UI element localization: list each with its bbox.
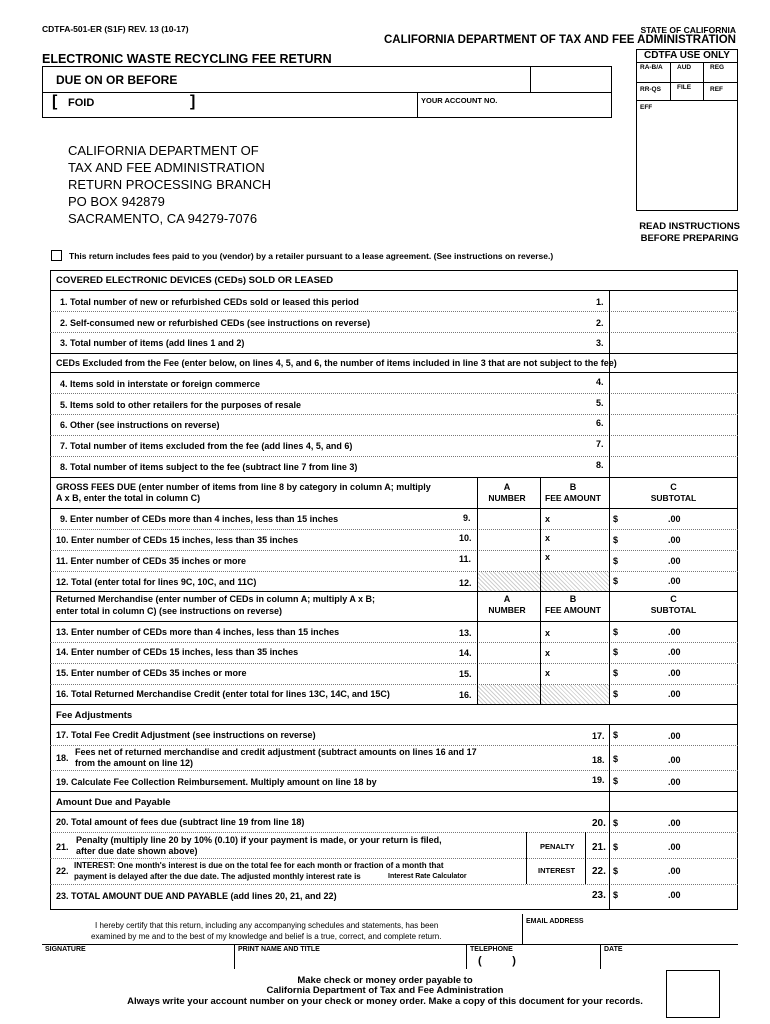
footer-stamp-box (666, 970, 720, 1018)
line-13-multiply: x (545, 628, 551, 638)
line-18-label-1: Fees net of returned merchandise and credit adjustment (subtract amounts on lines 16 and 17 (75, 747, 477, 757)
line-12-label: 12. Total (enter total for lines 9C, 10C, and 11C) (56, 577, 257, 587)
line-1-input[interactable] (610, 291, 738, 311)
line-14-label: 14. Enter number of CEDs 15 inches, less than 35 inches (56, 647, 299, 657)
line-23-dollar: $ (613, 890, 619, 900)
line-13-number: 13. (459, 628, 472, 638)
line-14a-input[interactable] (478, 643, 540, 663)
line-2-input[interactable] (610, 312, 738, 332)
line-13-label: 13. Enter number of CEDs more than 4 inches, less than 15 inches (56, 627, 340, 637)
address-line-5: SACRAMENTO, CA 94279-7076 (68, 211, 258, 226)
line-14c-amount[interactable]: .00 (668, 647, 681, 657)
read-instructions-line-1: READ INSTRUCTIONS (639, 221, 740, 232)
interest-label: INTEREST (538, 866, 576, 875)
line-19-label: 19. Calculate Fee Collection Reimbursement. Multiply amount on line 18 by (56, 777, 377, 787)
line-21-label-1: Penalty (multiply line 20 by 10% (0.10) if your payment is made, or your return is filed, (76, 835, 442, 845)
line-12-shaded (478, 572, 609, 591)
mailing-address (68, 142, 271, 227)
use-only-ref: REF (710, 86, 723, 93)
returned-column-a-subheader: NUMBER (488, 605, 526, 615)
state-label: STATE OF CALIFORNIA (640, 25, 736, 35)
column-a-subheader: NUMBER (488, 493, 526, 503)
section-returned-line-1: Returned Merchandise (enter number of CEDs in column A; multiply A x B; (56, 594, 376, 604)
line-6-label: 6. Other (see instructions on reverse) (60, 420, 220, 430)
line-5-input[interactable] (610, 394, 738, 414)
address-line-4: PO BOX 942879 (68, 194, 165, 209)
foid-bracket-open: [ (52, 93, 58, 110)
line-12-dollar: $ (613, 576, 619, 586)
line-7-input[interactable] (610, 436, 738, 456)
line-23-number: 23. (592, 890, 606, 901)
use-only-aud: AUD (677, 64, 692, 71)
address-line-3: RETURN PROCESSING BRANCH (68, 177, 271, 192)
email-input[interactable] (523, 928, 738, 943)
use-only-reg: REG (710, 64, 725, 71)
line-11-label: 11. Enter number of CEDs 35 inches or more (56, 556, 247, 566)
line-15-number: 15. (459, 669, 472, 679)
line-23-label: 23. TOTAL AMOUNT DUE AND PAYABLE (add lines 20, 21, and 22) (56, 891, 337, 901)
line-9-number: 9. (463, 513, 471, 523)
use-only-eff: EFF (640, 104, 653, 111)
print-name-label: PRINT NAME AND TITLE (238, 946, 320, 953)
section-fee-adjustments-title: Fee Adjustments (56, 710, 133, 721)
line-9-multiply: x (545, 514, 551, 524)
address-line-1: CALIFORNIA DEPARTMENT OF (68, 143, 259, 158)
line-9c-amount[interactable]: .00 (668, 514, 681, 524)
line-20-amount[interactable]: .00 (668, 818, 681, 828)
line-12-number: 12. (459, 578, 472, 588)
email-label: EMAIL ADDRESS (526, 918, 584, 925)
use-only-ra-ba: RA-B/A (640, 64, 663, 71)
use-only-rr-qs: RR-QS (640, 86, 661, 93)
line-21-dollar: $ (613, 842, 619, 852)
line-22-label-2: payment is delayed after the due date. The adjusted monthly interest rate is (74, 872, 361, 881)
line-22-num: 22. (56, 866, 69, 876)
date-input[interactable] (601, 955, 738, 969)
line-6-input[interactable] (610, 415, 738, 435)
line-16c-amount[interactable]: .00 (668, 689, 681, 699)
line-15c-amount[interactable]: .00 (668, 668, 681, 678)
line-3-input[interactable] (610, 333, 738, 353)
line-10-multiply: x (545, 533, 551, 543)
line-19-rate-input[interactable] (400, 773, 480, 787)
line-18-num: 18. (56, 753, 69, 763)
footer-line-3: Always write your account number on your check or money order. Make a copy of this document for your records. (127, 996, 643, 1007)
read-instructions (639, 221, 740, 245)
penalty-label: PENALTY (540, 842, 575, 851)
line-11c-amount[interactable]: .00 (668, 556, 681, 566)
line-20-number: 20. (592, 818, 606, 829)
line-5-label: 5. Items sold to other retailers for the purposes of resale (60, 400, 302, 410)
cdtfa-use-only-box (636, 49, 738, 211)
account-number-label: YOUR ACCOUNT NO. (421, 96, 498, 105)
returned-column-c-subheader: SUBTOTAL (650, 605, 697, 615)
line-1-label: 1. Total number of new or refurbished CEDs sold or leased this period (60, 297, 359, 307)
line-9a-input[interactable] (478, 509, 540, 529)
section-excluded-title: CEDs Excluded from the Fee (enter below, on lines 4, 5, and 6, the number of items included in line 3 that are not subject to the fee) (56, 358, 617, 368)
returned-column-a-header: A (503, 594, 511, 604)
line-3-number: 3. (596, 338, 604, 348)
line-8-number: 8. (596, 460, 604, 470)
line-21-number: 21. (592, 842, 606, 853)
line-16-label: 16. Total Returned Merchandise Credit (enter total for lines 13C, 14C, and 15C) (56, 689, 390, 699)
telephone-label: TELEPHONE (470, 946, 513, 953)
form-id: CDTFA-501-ER (S1F) REV. 13 (10-17) (42, 24, 189, 34)
date-label: DATE (604, 946, 623, 953)
section-gross-fees-line-1: GROSS FEES DUE (enter number of items from line 8 by category in column A; multiply (56, 482, 431, 492)
line-18-dollar: $ (613, 754, 619, 764)
line-8-input[interactable] (610, 457, 738, 477)
print-name-input[interactable] (235, 955, 465, 969)
section-ceds-title: COVERED ELECTRONIC DEVICES (CEDs) SOLD OR LEASED (56, 275, 334, 286)
signature-label: SIGNATURE (45, 946, 86, 953)
line-13a-input[interactable] (478, 622, 540, 642)
line-22-amount[interactable]: .00 (668, 866, 681, 876)
section-amount-due-title: Amount Due and Payable (56, 797, 171, 808)
line-15-dollar: $ (613, 668, 619, 678)
use-only-file: FILE (677, 84, 692, 91)
line-7-label: 7. Total number of items excluded from the fee (add lines 4, 5, and 6) (60, 441, 353, 451)
column-c-header: C (670, 482, 677, 492)
agency-name: CALIFORNIA DEPARTMENT OF TAX AND FEE ADMINISTRATION (383, 34, 736, 46)
line-14-dollar: $ (613, 647, 619, 657)
line-11a-input[interactable] (478, 551, 540, 571)
line-19-dollar: $ (613, 776, 619, 786)
line-9-dollar: $ (613, 514, 619, 524)
line-2-number: 2. (596, 318, 604, 328)
column-b-header: B (569, 482, 577, 492)
line-10a-input[interactable] (478, 530, 540, 550)
column-c-subheader: SUBTOTAL (650, 493, 697, 503)
line-18-number: 18. (592, 755, 605, 765)
line-18-label-2: from the amount on line 12) (75, 758, 194, 768)
lease-agreement-checkbox[interactable] (51, 250, 62, 261)
line-10-number: 10. (459, 533, 472, 543)
returned-column-b-subheader: FEE AMOUNT (545, 605, 601, 615)
line-20-dollar: $ (613, 818, 619, 828)
line-8-label: 8. Total number of items subject to the fee (subtract line 7 from line 3) (60, 462, 358, 472)
line-11-number: 11. (459, 554, 472, 564)
line-15-multiply: x (545, 668, 551, 678)
column-a-header: A (503, 482, 511, 492)
line-23-total[interactable]: .00 (668, 890, 681, 900)
line-14-number: 14. (459, 648, 472, 658)
line-17-label: 17. Total Fee Credit Adjustment (see instructions on reverse) (56, 730, 316, 740)
cdtfa-use-only-title: CDTFA USE ONLY (644, 50, 730, 61)
certification-line-1: I hereby certify that this return, including any accompanying schedules and statements, has been (95, 921, 439, 930)
line-10-label: 10. Enter number of CEDs 15 inches, less than 35 inches (56, 535, 299, 545)
foid-bracket-close: ] (190, 93, 196, 110)
line-19-amount[interactable]: .00 (668, 777, 681, 787)
section-returned-line-2: enter total in column C) (see instructions on reverse) (56, 606, 283, 616)
line-2-label: 2. Self-consumed new or refurbished CEDs (see instructions on reverse) (60, 318, 371, 328)
interest-rate-calculator-link[interactable]: Interest Rate Calculator (388, 873, 467, 880)
line-18-amount[interactable]: .00 (668, 755, 681, 765)
line-22-number: 22. (592, 866, 606, 877)
lease-note: This return includes fees paid to you (vendor) by a retailer pursuant to a lease agreement. (See instructions on reverse.) (69, 251, 554, 261)
telephone-input[interactable]: ( ) (478, 955, 516, 967)
form-title: ELECTRONIC WASTE RECYCLING FEE RETURN (42, 52, 332, 66)
line-15-label: 15. Enter number of CEDs 35 inches or more (56, 668, 247, 678)
line-21-amount[interactable]: .00 (668, 842, 681, 852)
line-19-number: 19. (592, 775, 605, 785)
footer-line-1: Make check or money order payable to (297, 975, 473, 986)
line-16-shaded (478, 685, 609, 704)
line-12c-amount[interactable]: .00 (668, 576, 681, 586)
line-16-number: 16. (459, 690, 472, 700)
column-b-subheader: FEE AMOUNT (545, 493, 601, 503)
line-17-number: 17. (592, 731, 605, 741)
certification-line-2: examined by me and to the best of my knowledge and belief is a true, correct, and complete return. (91, 932, 442, 941)
footer-line-2: California Department of Tax and Fee Administration (266, 985, 504, 996)
line-16-dollar: $ (613, 689, 619, 699)
line-11-dollar: $ (613, 556, 619, 566)
line-4-input[interactable] (610, 373, 738, 393)
returned-column-b-header: B (569, 594, 577, 604)
line-17-amount[interactable]: .00 (668, 731, 681, 741)
line-4-number: 4. (596, 377, 604, 387)
line-21-num: 21. (56, 842, 69, 852)
line-1-number: 1. (596, 297, 604, 307)
line-5-number: 5. (596, 398, 604, 408)
line-22-label-1: INTEREST: One month's interest is due on the total fee for each month or fraction of a month that (74, 861, 444, 870)
line-22-dollar: $ (613, 866, 619, 876)
returned-column-c-header: C (670, 594, 677, 604)
line-9-label: 9. Enter number of CEDs more than 4 inches, less than 15 inches (60, 514, 339, 524)
line-7-number: 7. (596, 439, 604, 449)
line-4-label: 4. Items sold in interstate or foreign commerce (60, 379, 261, 389)
address-line-2: TAX AND FEE ADMINISTRATION (68, 160, 265, 175)
line-13c-amount[interactable]: .00 (668, 627, 681, 637)
line-14-multiply: x (545, 648, 551, 658)
line-10-dollar: $ (613, 535, 619, 545)
line-3-label: 3. Total number of items (add lines 1 and 2) (60, 338, 245, 348)
line-20-label: 20. Total amount of fees due (subtract line 19 from line 18) (56, 817, 305, 827)
read-instructions-line-2: BEFORE PREPARING (640, 233, 739, 244)
line-15a-input[interactable] (478, 664, 540, 684)
line-17-dollar: $ (613, 730, 619, 740)
line-21-label-2: after due date shown above) (76, 846, 198, 856)
due-date-label: DUE ON OR BEFORE (56, 73, 178, 87)
signature-input[interactable] (43, 955, 233, 969)
section-gross-fees-line-2: A x B, enter the total in column C) (56, 493, 201, 503)
line-11-multiply: x (545, 552, 551, 562)
foid-label: FOID (68, 97, 95, 109)
line-10c-amount[interactable]: .00 (668, 535, 681, 545)
line-6-number: 6. (596, 418, 604, 428)
line-13-dollar: $ (613, 627, 619, 637)
